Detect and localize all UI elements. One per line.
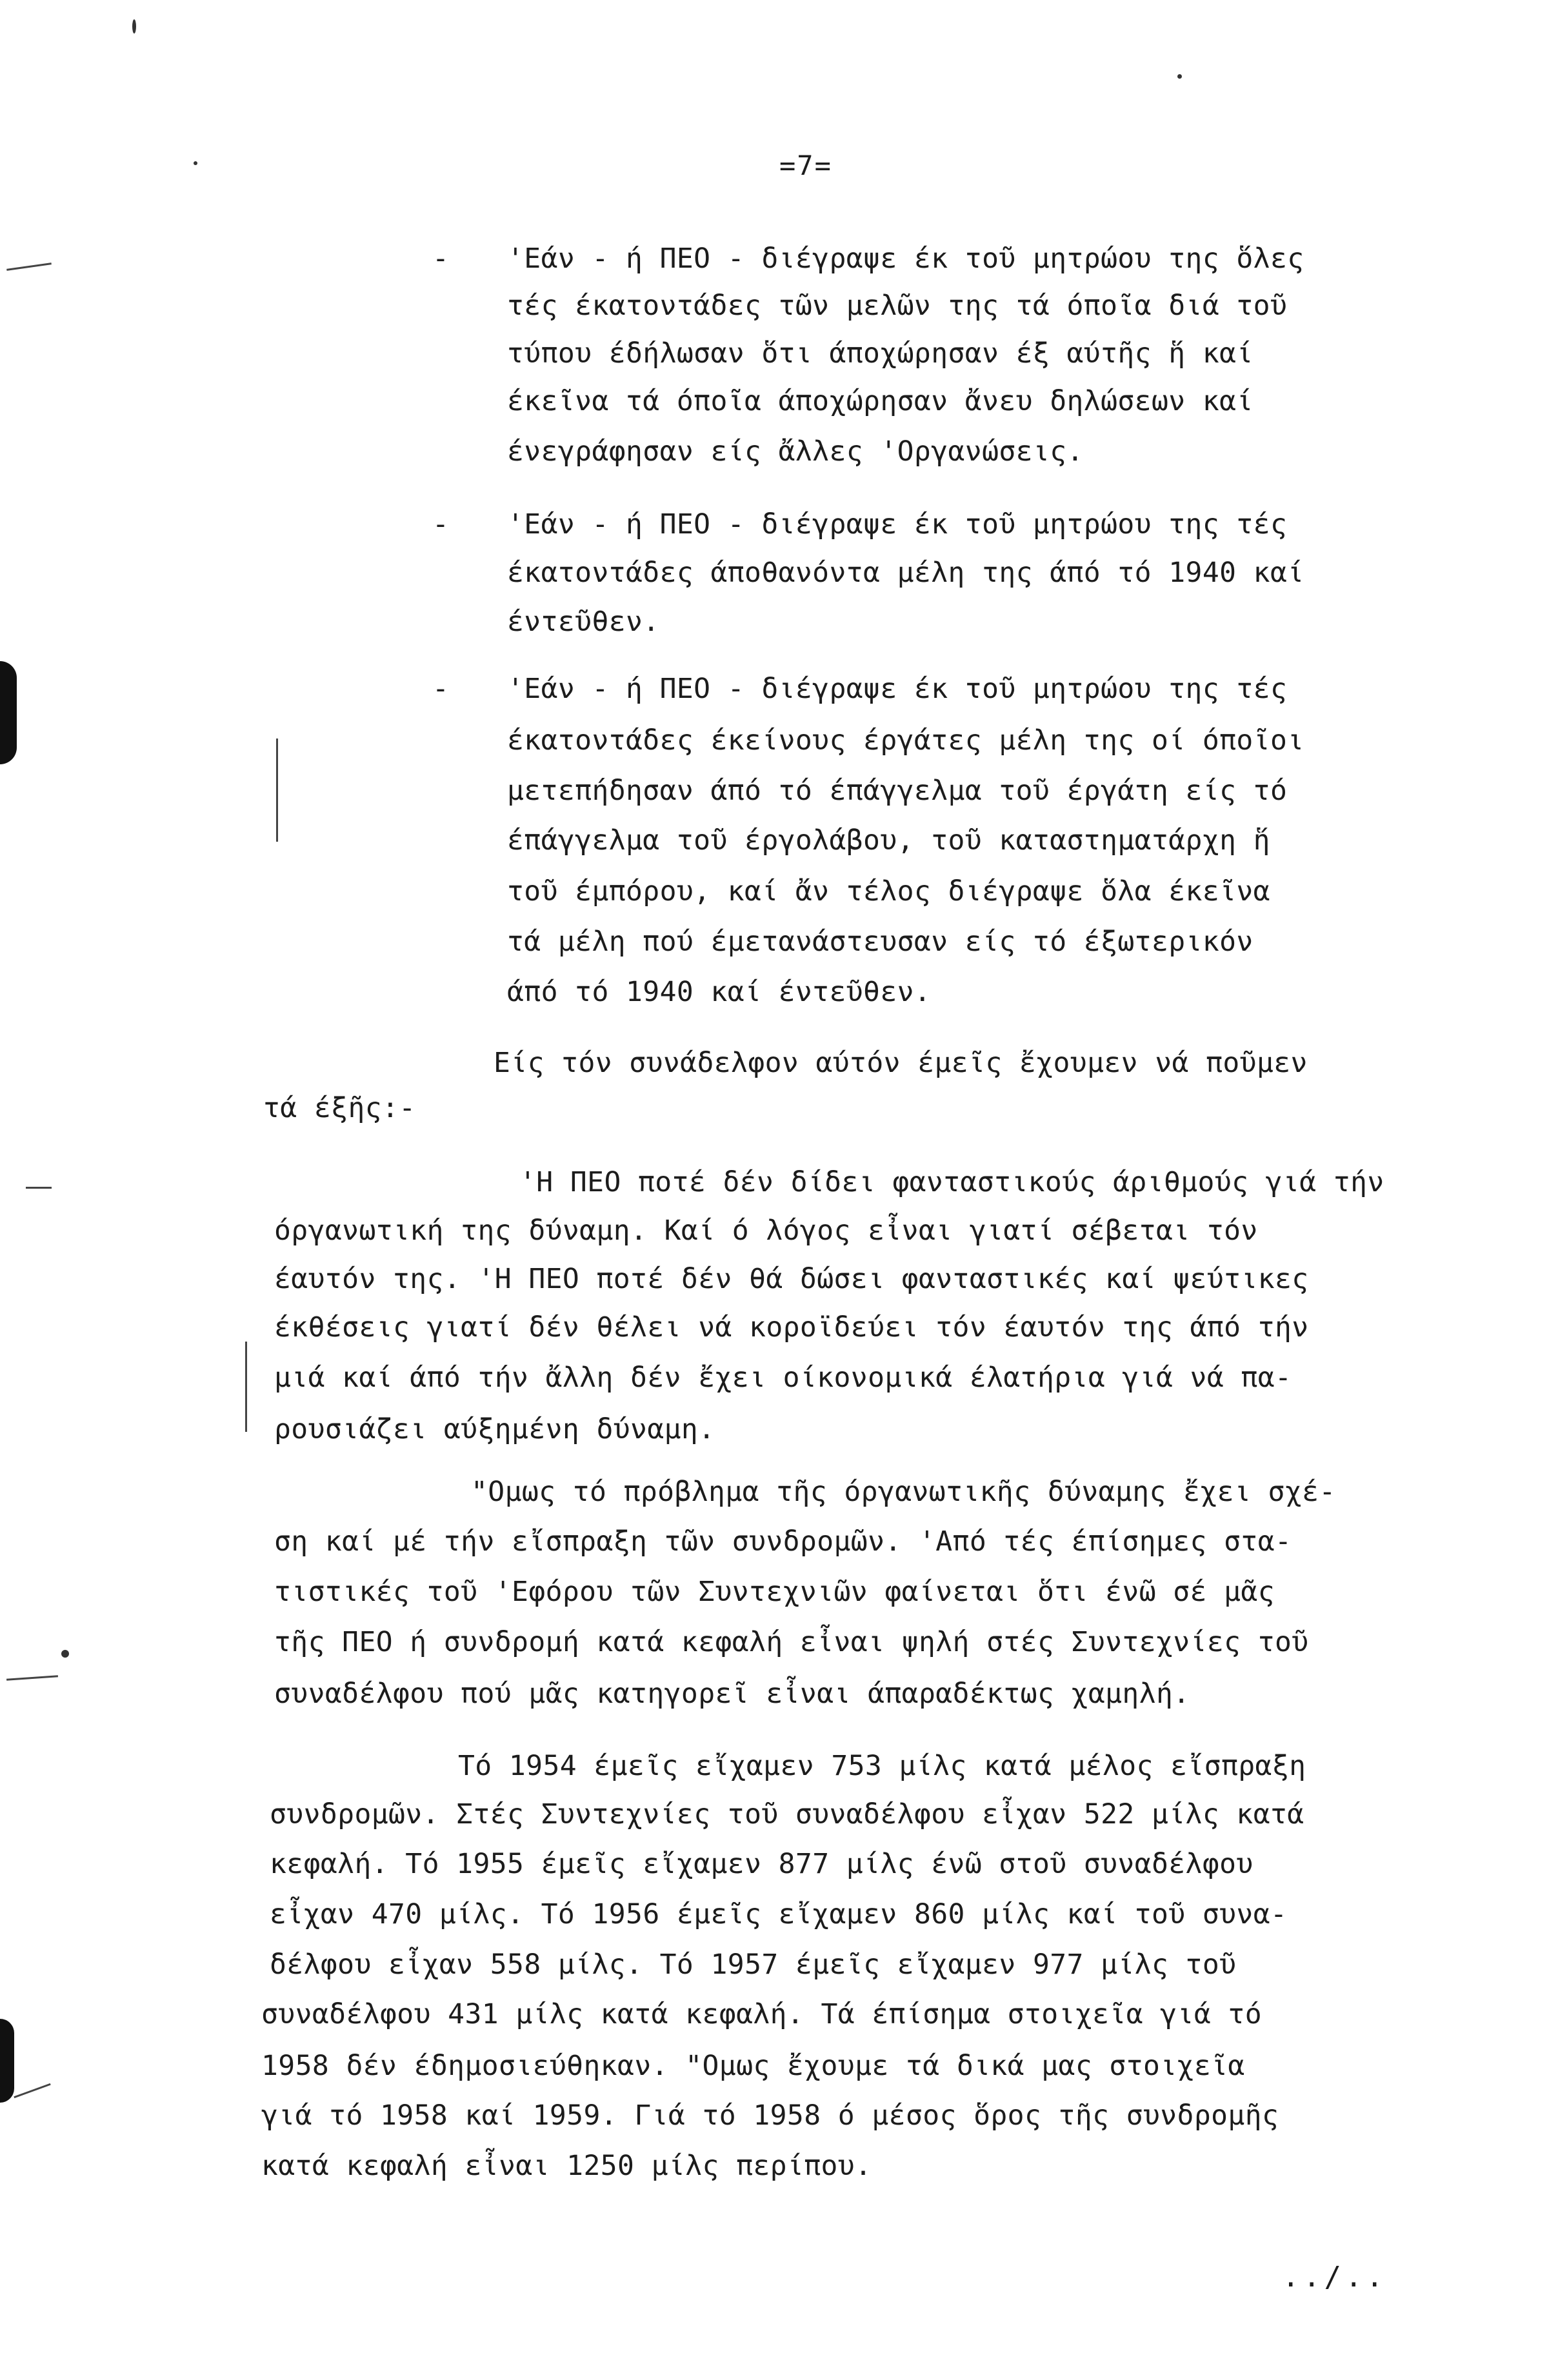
intro-line: Είς τόν συνάδελφον αύτόν έμεῖς ἔχουμεν νά ποῦμεν bbox=[494, 1047, 1308, 1079]
text-line: έκθέσεις γιατί δέν θέλει νά κοροϊδεύει τόν έαυτόν της άπό τήν bbox=[274, 1311, 1309, 1344]
text-line: τῆς ΠΕΟ ή συνδρομή κατά κεφαλή εἶναι ψηλή στές Συντεχνίες τοῦ bbox=[274, 1626, 1309, 1658]
text-line: κατά κεφαλή εἶναι 1250 μίλς περίπου. bbox=[261, 2150, 872, 2182]
text-line: τύπου έδήλωσαν ὅτι άποχώρησαν έξ αύτῆς ἥ καί bbox=[507, 337, 1253, 370]
text-line: ση καί μέ τήν εἴσπραξη τῶν συνδρομῶν. 'Από τές έπίσημες στα- bbox=[274, 1525, 1292, 1558]
text-line: έντεῦθεν. bbox=[507, 606, 660, 638]
text-line: έπάγγελμα τοῦ έργολάβου, τοῦ καταστηματάρχη ἥ bbox=[507, 824, 1270, 857]
text-line: τοῦ έμπόρου, καί ἄν τέλος διέγραψε ὅλα έκεῖνα bbox=[507, 875, 1270, 907]
margin-mark bbox=[245, 1342, 247, 1432]
text-line: έκατοντάδες έκείνους έργάτες μέλη της οί όποῖοι bbox=[507, 724, 1304, 757]
margin-mark bbox=[276, 739, 278, 842]
margin-mark bbox=[14, 2083, 50, 2098]
bullet-dash: - bbox=[432, 508, 449, 540]
text-line: εἶχαν 470 μίλς. Τό 1956 έμεῖς εἴχαμεν 860 μίλς καί τοῦ συνα- bbox=[270, 1898, 1288, 1930]
margin-mark bbox=[6, 1675, 58, 1681]
text-line: ρουσιάζει αύξημένη δύναμη. bbox=[274, 1413, 715, 1445]
text-line: δέλφου εἶχαν 558 μίλς. Τό 1957 έμεῖς εἴχαμεν 977 μίλς τοῦ bbox=[270, 1949, 1237, 1981]
punch-hole-mark bbox=[0, 2019, 14, 2103]
text-line: γιά τό 1958 καί 1959. Γιά τό 1958 ό μέσος ὅρος τῆς συνδρομῆς bbox=[261, 2099, 1279, 2132]
text-line: έαυτόν της. 'Η ΠΕΟ ποτέ δέν θά δώσει φανταστικές καί ψεύτικες bbox=[274, 1263, 1309, 1295]
text-line: 'Εάν - ή ΠΕΟ - διέγραψε έκ τοῦ μητρώου της τές bbox=[507, 673, 1288, 705]
text-line: τές έκατοντάδες τῶν μελῶν της τά όποῖα διά τοῦ bbox=[507, 290, 1288, 322]
text-line: έκεῖνα τά όποῖα άποχώρησαν ἄνευ δηλώσεων καί bbox=[507, 385, 1253, 417]
text-line: 'Εάν - ή ΠΕΟ - διέγραψε έκ τοῦ μητρώου της τές bbox=[507, 508, 1288, 540]
text-line: 'Η ΠΕΟ ποτέ δέν δίδει φανταστικούς άριθμούς γιά τήν bbox=[519, 1166, 1384, 1198]
punch-hole-mark bbox=[0, 661, 17, 764]
text-line: όργανωτική της δύναμη. Καί ό λόγος εἶναι γιατί σέβεται τόν bbox=[274, 1215, 1258, 1247]
scan-speck bbox=[1177, 74, 1182, 79]
text-line: 1958 δέν έδημοσιεύθηκαν. "Ομως ἔχουμε τά δικά μας στοιχεῖα bbox=[261, 2050, 1245, 2082]
margin-mark bbox=[6, 263, 52, 271]
text-line: κεφαλή. Τό 1955 έμεῖς εἴχαμεν 877 μίλς ένῶ στοῦ συναδέλφου bbox=[270, 1848, 1253, 1880]
intro-line: τά έξῆς:- bbox=[263, 1092, 416, 1124]
continuation-mark: ../.. bbox=[1282, 2261, 1387, 2294]
text-line: συναδέλφου 431 μίλς κατά κεφαλή. Τά έπίσημα στοιχεῖα γιά τό bbox=[261, 1998, 1263, 2030]
scan-speck bbox=[194, 161, 197, 165]
text-line: τά μέλη πού έμετανάστευσαν είς τό έξωτερικόν bbox=[507, 926, 1253, 958]
text-line: έκατοντάδες άποθανόντα μέλη της άπό τό 1940 καί bbox=[507, 557, 1304, 589]
text-line: μιά καί άπό τήν ἄλλη δέν ἔχει οίκονομικά έλατήρια γιά νά πα- bbox=[274, 1362, 1292, 1394]
bullet-dash: - bbox=[432, 673, 449, 705]
scan-speck bbox=[61, 1650, 69, 1658]
scan-speck bbox=[132, 19, 136, 34]
text-line: συνδρομῶν. Στές Συντεχνίες τοῦ συναδέλφου εἶχαν 522 μίλς κατά bbox=[270, 1798, 1304, 1830]
margin-mark bbox=[26, 1187, 52, 1189]
text-line: 'Εάν - ή ΠΕΟ - διέγραψε έκ τοῦ μητρώου της ὅλες bbox=[507, 243, 1304, 275]
text-line: ένεγράφησαν είς ἄλλες 'Οργανώσεις. bbox=[507, 435, 1084, 468]
text-line: συναδέλφου πού μᾶς κατηγορεῖ εἶναι άπαραδέκτως χαμηλή. bbox=[274, 1678, 1190, 1710]
text-line: μετεπήδησαν άπό τό έπάγγελμα τοῦ έργάτη είς τό bbox=[507, 775, 1288, 807]
text-line: Τό 1954 έμεῖς εἴχαμεν 753 μίλς κατά μέλος εἴσπραξη bbox=[458, 1750, 1306, 1782]
page-number: =7= bbox=[779, 150, 832, 181]
text-line: "Ομως τό πρόβλημα τῆς όργανωτικῆς δύναμης ἔχει σχέ- bbox=[471, 1476, 1336, 1508]
bullet-dash: - bbox=[432, 243, 449, 275]
text-line: τιστικές τοῦ 'Εφόρου τῶν Συντεχνιῶν φαίνεται ὅτι ένῶ σέ μᾶς bbox=[274, 1576, 1275, 1608]
text-line: άπό τό 1940 καί έντεῦθεν. bbox=[507, 976, 932, 1008]
